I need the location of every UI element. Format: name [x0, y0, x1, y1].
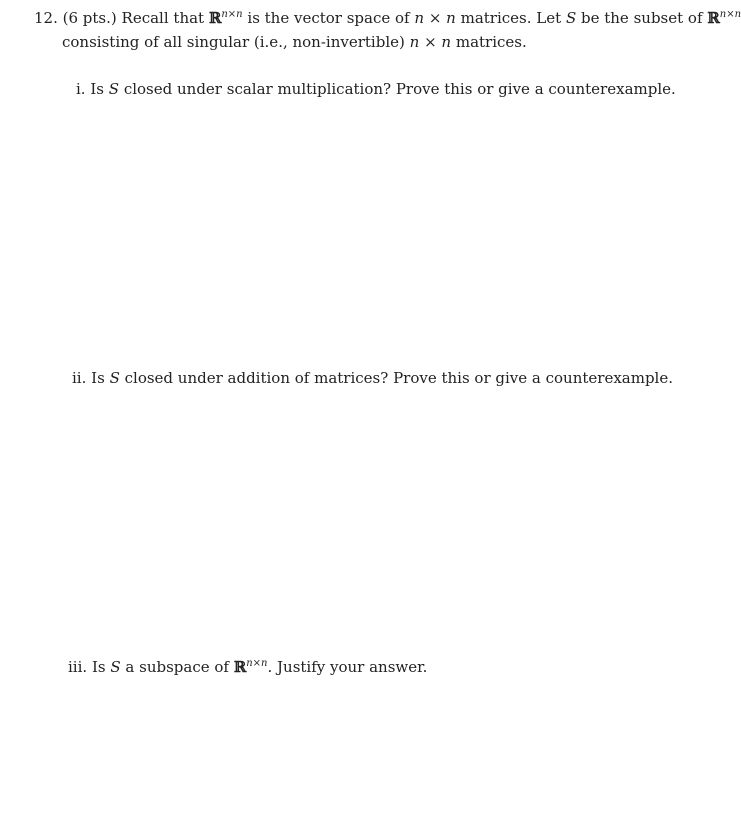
part-text-a: Is [90, 80, 104, 98]
set-name: S [108, 80, 120, 98]
problem-text-d: be the subset of [581, 9, 703, 27]
set-name: S [565, 9, 577, 27]
problem-text-c: matrices. Let [460, 9, 562, 27]
problem-points: (6 pts.) [62, 9, 117, 27]
problem-text-b: is the vector space of [247, 9, 410, 27]
dims: n × n [414, 9, 456, 27]
part-label: iii. [68, 658, 88, 676]
problem-statement [34, 6, 741, 54]
problem-line-2 [34, 30, 694, 54]
part-text-a: Is [91, 369, 105, 387]
part-text-b: closed under addition of matrices? Prove this or give a counterexample. [124, 369, 674, 387]
space-exponent: n×n [221, 9, 243, 20]
part-iii-question [68, 657, 427, 677]
space-symbol: ℝ [233, 658, 247, 676]
answer-space-ii[interactable] [60, 393, 660, 648]
set-name: S [109, 369, 120, 387]
problem-number: 12. [34, 9, 58, 27]
problem-line-1 [34, 6, 741, 30]
dims-2: n × n [409, 33, 452, 51]
problem-text-a: Recall that [121, 9, 205, 27]
set-name: S [110, 658, 121, 676]
answer-space-i[interactable] [60, 104, 660, 359]
answer-space-iii[interactable] [60, 682, 660, 827]
space-symbol: ℝ [208, 9, 222, 27]
part-text-a: Is [91, 658, 106, 676]
part-label: i. [76, 80, 86, 98]
space-exponent: n×n [246, 658, 268, 669]
part-text-c: . Justify your answer. [267, 658, 428, 676]
part-text-b: closed under scalar multiplication? Prove this or give a counterexample. [123, 80, 676, 98]
part-ii-question [72, 368, 673, 388]
part-text-b: a subspace of [125, 658, 229, 676]
space-symbol-2: ℝ [707, 9, 720, 27]
problem-line2-b: matrices. [455, 33, 527, 51]
problem-line2-a: consisting of all singular (i.e., non-invertible) [62, 33, 405, 51]
space-exponent-2: n×n [719, 9, 741, 20]
part-i-question [76, 79, 676, 99]
part-label: ii. [72, 369, 87, 387]
